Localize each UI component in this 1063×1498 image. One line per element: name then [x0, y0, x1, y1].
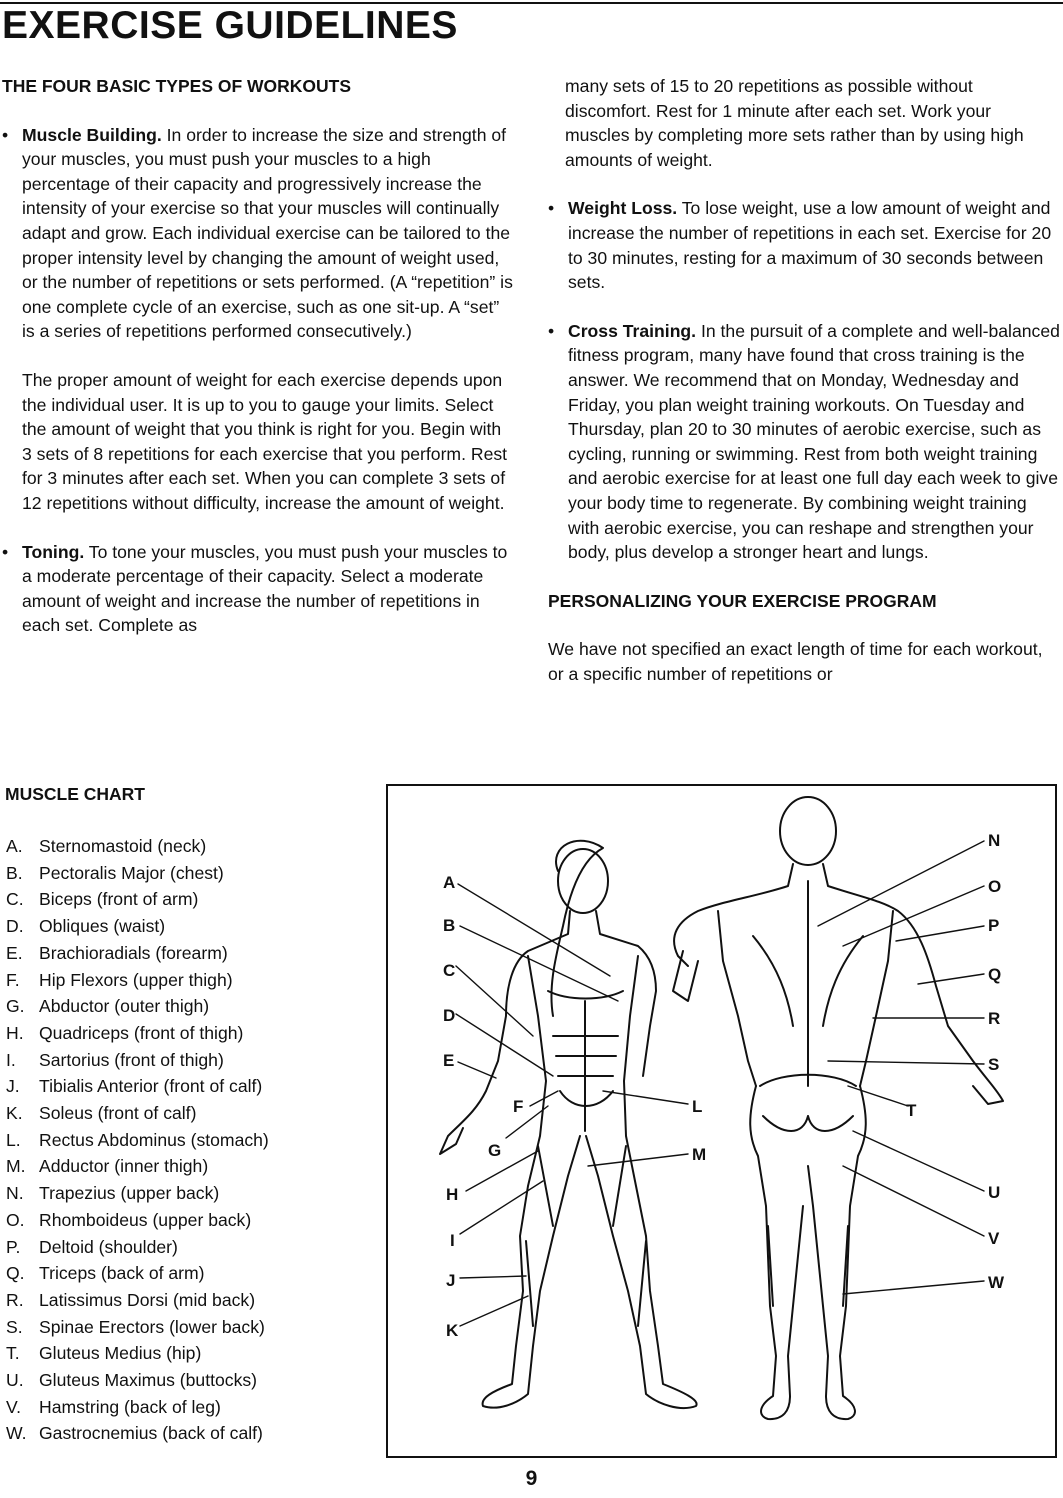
- figure-label-f: F: [513, 1097, 524, 1116]
- figure-label-d: D: [443, 1006, 456, 1025]
- label-leader-lines: [456, 841, 984, 1326]
- muscle-name: Sternomastoid (neck): [39, 836, 207, 856]
- muscle-letter: Q.: [6, 1263, 25, 1284]
- cross-training-paragraph: [548, 319, 1060, 565]
- right-column: [548, 74, 1060, 711]
- muscle-name: Deltoid (shoulder): [39, 1236, 178, 1257]
- muscle-name: Rectus Abdominus (stomach): [39, 1129, 269, 1150]
- toning-term: Toning.: [22, 541, 85, 562]
- muscle-name: Obliques (waist): [39, 916, 166, 937]
- muscle-letter: M.: [6, 1156, 26, 1177]
- section-heading-workouts: THE FOUR BASIC TYPES OF WORKOUTS: [2, 76, 352, 96]
- weight-loss-text: To lose weight, use a low amount of weight and increase the number of repetitions in each set. Exercise for 20 to 30 minutes, resting for a maximum of 30 seconds between sets.: [568, 198, 1052, 293]
- bullet-icon: •: [2, 124, 9, 145]
- muscle-name: Gluteus Medius (hip): [39, 1343, 202, 1364]
- muscle-list-item: [6, 886, 269, 913]
- personalizing-paragraph: We have not specified an exact length of time for each workout, or a specific number of repetitions or: [548, 639, 1043, 684]
- muscle-name: Brachioradials (forearm): [39, 942, 228, 963]
- muscle-list-item: [6, 1153, 269, 1180]
- muscle-letter: K.: [6, 1103, 23, 1124]
- muscle-list-item: [6, 940, 269, 967]
- muscle-list-item: [6, 1340, 269, 1367]
- left-column: [2, 74, 514, 662]
- muscle-letter: U.: [6, 1370, 24, 1391]
- muscle-name: Trapezius (upper back): [39, 1183, 220, 1204]
- muscle-list-item: [6, 1047, 269, 1074]
- muscle-letter: P.: [6, 1236, 21, 1257]
- muscle-letter: N.: [6, 1183, 24, 1204]
- muscle-letter: A.: [6, 836, 23, 856]
- muscle-list-item: [6, 1287, 269, 1314]
- figure-label-p: P: [988, 916, 1000, 935]
- figure-label-g: G: [488, 1141, 502, 1160]
- muscle-list-item: [6, 1234, 269, 1261]
- bullet-icon: •: [548, 320, 555, 341]
- muscle-name: Rhomboideus (upper back): [39, 1209, 252, 1230]
- cross-training-text: In the pursuit of a complete and well-balanced fitness program, many have found that cross training is the answer. We recommend that on Monday, Wednesday and Friday, you plan weight training workouts. On Tuesday and Thursday, plan 20 to 30 minutes of aerobic exercise, such as cycling, running or swimming. Rest from both weight training and aerobic exercise for at least one full day each week to give your body time to regenerate. By combining weight training with aerobic exercise, you can reshape and strengthen your body, plus develop a stronger heart and lungs.: [568, 320, 1060, 563]
- weight-selection-paragraph: The proper amount of weight for each exercise depends upon the individual user. It is up to you to gauge your limits. Select the amount of weight that you think is right for you. Begin with 3 sets of 8 repetitions for each exercise that you perform. Rest for 3 minutes after each set. When you can complete 3 sets of 12 repetitions without difficulty, increase the amount of weight.: [22, 369, 508, 513]
- figure-label-j: J: [446, 1271, 456, 1290]
- muscle-list-item: [6, 1314, 269, 1341]
- muscle-list-item: [6, 1020, 269, 1047]
- muscle-name: Triceps (back of arm): [39, 1263, 205, 1284]
- figure-label-u: U: [988, 1183, 1001, 1202]
- muscle-list-item: [6, 1127, 269, 1154]
- back-figure-outline: [673, 797, 1003, 1419]
- figure-label-e: E: [443, 1051, 455, 1070]
- muscle-name: Pectoralis Major (chest): [39, 862, 224, 883]
- figure-label-w: W: [988, 1273, 1005, 1292]
- muscle-name: Abductor (outer thigh): [39, 996, 210, 1017]
- muscle-letter: O.: [6, 1209, 25, 1230]
- muscle-name: Spinae Erectors (lower back): [39, 1316, 265, 1337]
- muscle-letter: L.: [6, 1129, 21, 1150]
- page-number: 9: [525, 1467, 538, 1490]
- figure-label-n: N: [988, 831, 1001, 850]
- muscle-list-item: [6, 993, 269, 1020]
- muscle-list-item: [6, 1207, 269, 1234]
- figure-label-i: I: [450, 1231, 455, 1250]
- weight-loss-paragraph: [548, 196, 1060, 294]
- muscle-letter: J.: [6, 1076, 20, 1097]
- muscle-name: Sartorius (front of thigh): [39, 1049, 224, 1070]
- muscle-list-item: [6, 1180, 269, 1207]
- muscle-letter: B.: [6, 862, 23, 883]
- figure-label-b: B: [443, 916, 456, 935]
- muscle-name: Quadriceps (front of thigh): [39, 1022, 244, 1043]
- muscle-list-item: [6, 1394, 269, 1421]
- muscle-letter: S.: [6, 1316, 23, 1337]
- muscle-letter: W.: [6, 1423, 27, 1444]
- bullet-icon: •: [2, 541, 9, 562]
- toning-text: To tone your muscles, you must push your muscles to a moderate percentage of their capacity. Select a moderate amount of weight and increase the number of repetitions in each set. Complete as: [22, 541, 508, 636]
- muscle-letter: E.: [6, 942, 23, 963]
- muscle-letter: G.: [6, 996, 25, 1017]
- muscle-letter: C.: [6, 889, 24, 910]
- muscle-name: Gluteus Maximus (buttocks): [39, 1370, 258, 1391]
- muscle-building-term: Muscle Building.: [22, 124, 162, 145]
- cross-training-term: Cross Training.: [568, 320, 697, 341]
- muscle-name: Tibialis Anterior (front of calf): [39, 1076, 263, 1097]
- muscle-list-item: [6, 1367, 269, 1394]
- muscle-building-text: In order to increase the size and strength of your muscles, you must push your muscles to a high percentage of their capacity and progressively increase the intensity of your exercise so that your muscles will continually adapt and grow. Each individual exercise can be tailored to the proper intensity level by changing the amount of weight used, or the number of repetitions or sets performed. (A “repetition” is one complete cycle of an exercise, such as one sit-up. A “set” is a series of repetitions performed consecutively.): [22, 124, 513, 342]
- muscle-list-item: [6, 1100, 269, 1127]
- figure-label-s: S: [988, 1055, 1000, 1074]
- page-title: EXERCISE GUIDELINES: [2, 4, 458, 47]
- muscle-name: Soleus (front of calf): [39, 1103, 197, 1124]
- figure-label-q: Q: [988, 965, 1002, 984]
- toning-continued-paragraph: many sets of 15 to 20 repetitions as possible without discomfort. Rest for 1 minute after each set. Work your muscles by completing more sets rather than by using high amounts of weight.: [565, 76, 1024, 170]
- muscle-list-item: [6, 1420, 269, 1447]
- figure-label-h: H: [446, 1185, 459, 1204]
- muscle-building-paragraph: [2, 123, 514, 344]
- muscle-list-item: [6, 913, 269, 940]
- figure-label-a: A: [443, 873, 456, 892]
- figure-label-l: L: [692, 1097, 703, 1116]
- figure-label-v: V: [988, 1229, 1000, 1248]
- muscle-list-item: [6, 833, 269, 860]
- muscle-name: Gastrocnemius (back of calf): [39, 1423, 263, 1444]
- figure-label-c: C: [443, 961, 456, 980]
- muscle-chart-title: MUSCLE CHART: [5, 784, 145, 804]
- section-heading-personalizing: PERSONALIZING YOUR EXERCISE PROGRAM: [548, 590, 937, 611]
- muscle-name: Adductor (inner thigh): [39, 1156, 209, 1177]
- figure-label-k: K: [446, 1321, 459, 1340]
- muscle-letter: D.: [6, 916, 24, 937]
- muscle-name: Hamstring (back of leg): [39, 1396, 221, 1417]
- weight-loss-term: Weight Loss.: [568, 198, 678, 219]
- front-figure-outline: [440, 841, 697, 1408]
- toning-paragraph: [2, 540, 514, 638]
- muscle-letter: H.: [6, 1022, 24, 1043]
- figure-label-m: M: [692, 1145, 707, 1164]
- figure-label-t: T: [906, 1101, 917, 1120]
- muscle-list-item: [6, 860, 269, 887]
- muscle-list-item: [6, 1073, 269, 1100]
- figure-label-r: R: [988, 1009, 1001, 1028]
- muscle-name: Biceps (front of arm): [39, 889, 199, 910]
- muscle-letter: T.: [6, 1343, 20, 1364]
- muscle-anatomy-illustration: [388, 786, 1055, 1456]
- muscle-figure-frame: [386, 784, 1057, 1458]
- muscle-name: Hip Flexors (upper thigh): [39, 969, 233, 990]
- bullet-icon: •: [548, 198, 555, 219]
- muscle-chart-list: [6, 833, 269, 1447]
- muscle-letter: R.: [6, 1289, 24, 1310]
- muscle-letter: V.: [6, 1396, 22, 1417]
- muscle-list-item: [6, 967, 269, 994]
- figure-label-o: O: [988, 877, 1002, 896]
- muscle-name: Latissimus Dorsi (mid back): [39, 1289, 256, 1310]
- muscle-list-item: [6, 1260, 269, 1287]
- muscle-letter: I.: [6, 1049, 16, 1070]
- muscle-letter: F.: [6, 969, 20, 990]
